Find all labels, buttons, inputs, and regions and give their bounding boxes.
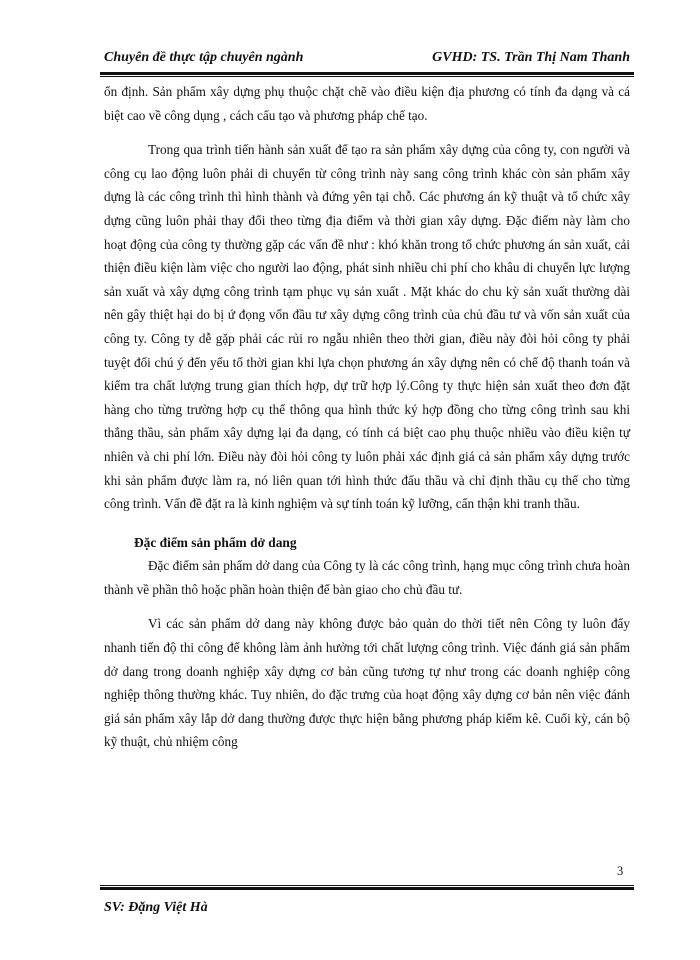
footer-student-name: SV: Đặng Việt Hà — [104, 900, 208, 915]
paragraph-production-process: Trong qua trình tiến hành sản xuất để tạo ra sản phẩm xây dựng của công ty, con người và công cụ lao động luôn phải di chuyển từ công trình này sang công trình khác còn sản phẩm xây dựng là các công trình thì hình thành và đứng yên tại chỗ. Các phương án kỹ thuật và tổ chức xây dựng cũng luôn phải thay đổi theo từng địa điểm và thời gian xây dựng. Đặc điểm này làm cho hoạt động của công ty thường gặp các vấn đề như : khó khăn trong tổ chức phương án sản xuất, cải thiện điều kiện làm việc cho người lao động, phát sinh nhiều chi phí cho khâu di chuyển lực lượng sản xuất và xây dựng công trình tạm phục vụ sản xuất . Mặt khác do chu kỳ sản xuất thường dài nên gây thiệt hại do bị ứ đọng vốn đầu tư xây dựng công trình của chủ đầu tư và vốn sản xuất của công ty. Công ty dễ gặp phải các rủi ro ngẫu nhiên theo thời gian, điều này đòi hỏi công ty phải tuyệt đối chú ý đến yếu tố thời gian khi lựa chọn phương án xây dựng nên có chế độ thanh toán và kiểm tra chất lượng trung gian thích hợp, dự trữ hợp lý.Công ty thực hiện sản xuất theo đơn đặt hàng cho từng trường hợp cụ thể thông qua hình thức ký hợp đồng cho từng công trình sau khi thắng thầu, sản phẩm xây dựng lại đa dạng, có tính cá biệt cao phụ thuộc nhiều vào điều kiện tự nhiên và chi phí lớn. Điều này đòi hỏi công ty luôn phải xác định giá cả sản phẩm xây dựng trước khi sản phẩm được làm ra, nó liên quan tới hình thức đấu thầu và chỉ định thầu cụ thể cho từng công trình. Vấn đề đặt ra là kinh nghiệm và sự tính toán kỹ lưỡng, cẩn thận khi tranh thầu. — [104, 142, 630, 512]
section-heading-wip: Đặc điểm sản phẩm dở dang — [134, 534, 297, 550]
header-advisor: GVHD: TS. Trần Thị Nam Thanh — [432, 50, 630, 65]
document-body — [104, 80, 630, 754]
paragraph-wip-definition: Đặc điểm sản phẩm dở dang của Công ty là các công trình, hạng mục công trình chưa hoàn thành về phần thô hoặc phần hoàn thiện để bàn giao cho chủ đầu tư. — [104, 558, 630, 597]
paragraph-continuation: ổn định. Sản phẩm xây dựng phụ thuộc chặt chẽ vào điều kiện địa phương có tính đa dạng và cá biệt cao về công dụng , cách cấu tạo và phương pháp chế tạo. — [104, 84, 630, 123]
footer-rule — [100, 885, 634, 890]
page-number: 3 — [617, 864, 624, 878]
page-header — [104, 48, 630, 70]
header-rule — [100, 72, 634, 77]
header-course-title: Chuyên đề thực tập chuyên ngành — [104, 50, 304, 65]
paragraph-wip-evaluation: Vì các sản phẩm dở dang này không được bảo quản do thời tiết nên Công ty luôn đẩy nhanh tiến độ thi công để không làm ảnh hưởng tới chất lượng công trình. Việc đánh giá sản phẩm dở dang trong doanh nghiệp xây dựng cơ bản cũng tương tự như trong các doanh nghiệp công nghiệp thông thường khác. Tuy nhiên, do đặc trưng của hoạt động xây dựng cơ bản nên việc đánh giá sản phẩm xây lắp dở dang thường được thực hiện bằng phương pháp kiểm kê. Cuối kỳ, cán bộ kỹ thuật, chủ nhiệm công — [104, 616, 630, 750]
